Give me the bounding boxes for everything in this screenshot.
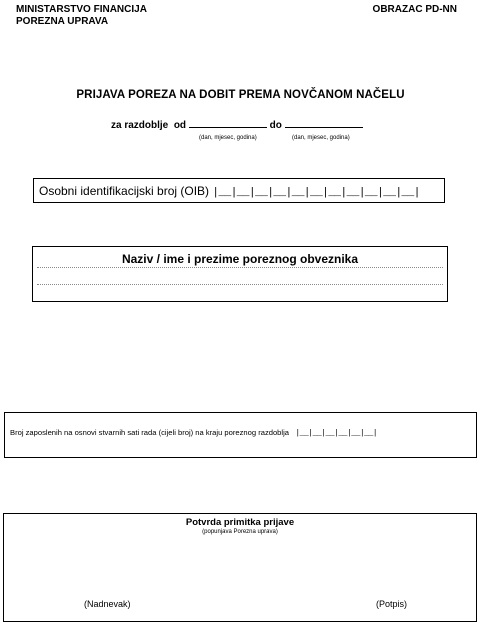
agency-name: POREZNA UPRAVA — [16, 16, 109, 27]
receipt-subtitle: (popunjava Porezna uprava) — [202, 529, 278, 535]
period-to-hint: (dan, mjesec, godina) — [292, 135, 350, 141]
period-to-field[interactable] — [285, 117, 363, 128]
receipt-box — [3, 513, 477, 622]
signature-label: (Potpis) — [376, 599, 408, 609]
form-title: PRIJAVA POREZA NA DOBIT PREMA NOVČANOM NAČELU — [76, 89, 405, 101]
period-from-hint: (dan, mjesec, godina) — [199, 135, 257, 141]
employees-row — [10, 428, 377, 438]
oib-input-cells[interactable]: |__|__|__|__|__|__|__|__|__|__|__| — [212, 187, 420, 199]
period-label: za razdoblje — [111, 120, 169, 131]
period-from-label: od — [173, 120, 187, 131]
oib-row — [39, 184, 420, 199]
oib-label: Osobni identifikacijski broj (OIB) — [39, 184, 210, 198]
taxpayer-line-2[interactable] — [37, 284, 443, 285]
period-to-label: do — [269, 120, 282, 131]
period-row — [111, 117, 363, 131]
taxpayer-line-1[interactable] — [37, 267, 443, 268]
oib-box — [33, 178, 445, 203]
employees-label: Broj zaposlenih na osnovi stvarnih sati rada (cijeli broj) na kraju poreznog razdoblja — [10, 428, 290, 437]
taxpayer-label: Naziv / ime i prezime poreznog obveznika — [121, 252, 359, 266]
date-label: (Nadnevak) — [84, 599, 131, 609]
form-code: OBRAZAC PD-NN — [372, 4, 457, 15]
employees-box — [4, 412, 477, 458]
receipt-title: Potvrda primitka prijave — [185, 517, 295, 528]
ministry-name: MINISTARSTVO FINANCIJA — [16, 4, 147, 15]
period-from-field[interactable] — [189, 117, 267, 128]
taxpayer-box — [32, 246, 448, 302]
employees-input-cells[interactable]: |__|__|__|__|__|__| — [295, 429, 378, 438]
